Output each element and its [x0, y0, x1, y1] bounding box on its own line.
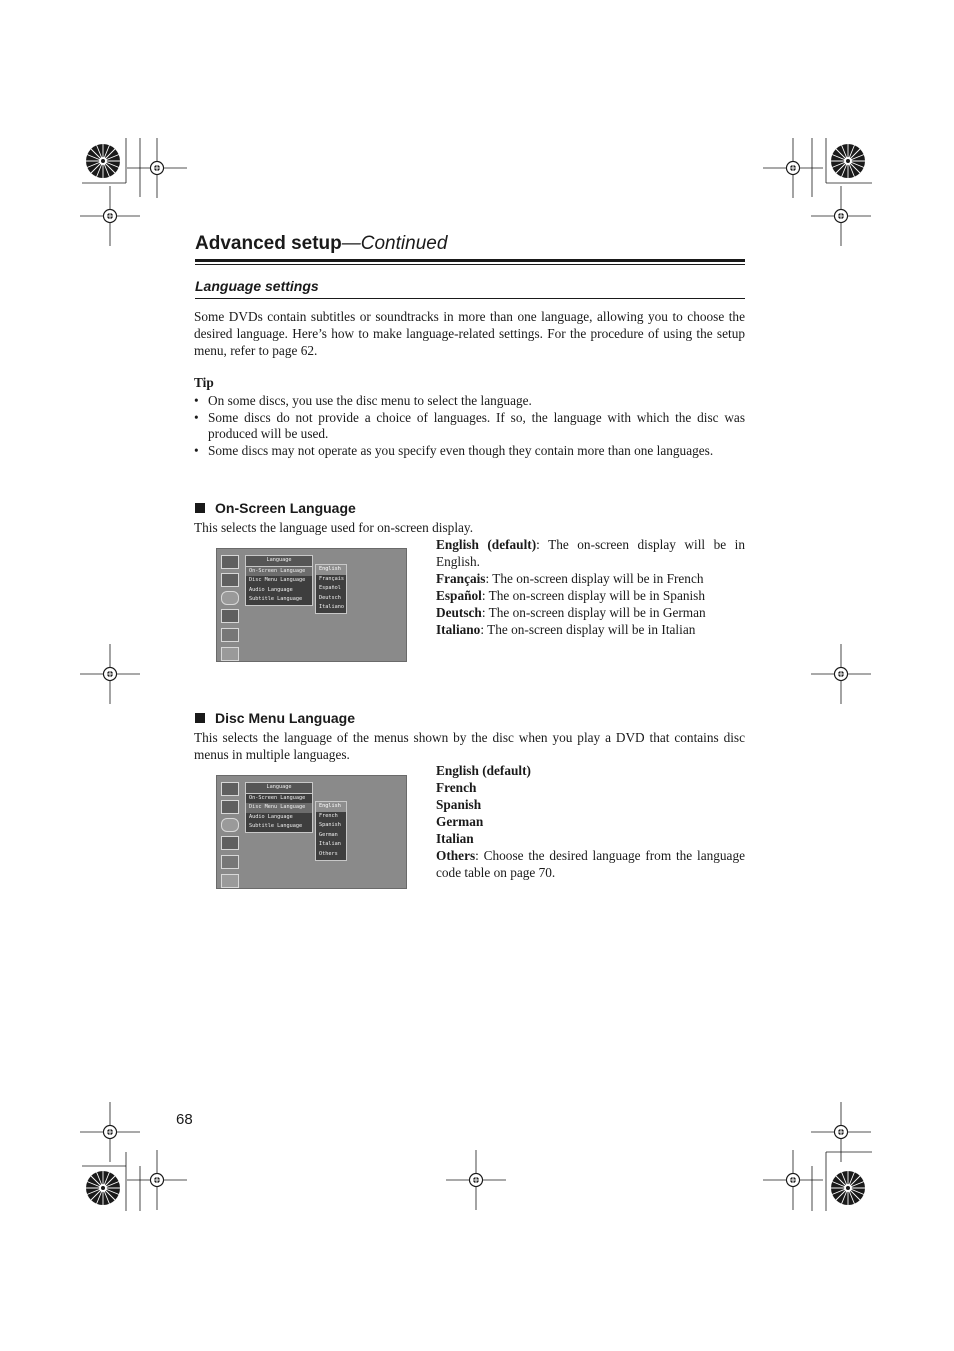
discmenu-heading-text: Disc Menu Language — [215, 710, 356, 726]
section-rule — [195, 298, 745, 299]
option-desc: : The on-screen display will be in Spanish — [481, 588, 706, 603]
picture-icon — [221, 573, 239, 587]
onscreen-language-menu-screenshot — [216, 548, 407, 662]
header-rule-thin — [195, 264, 745, 265]
option-term: English (default) — [436, 537, 537, 552]
option-desc: : Choose the desired language from the language code table on page 70. — [436, 848, 745, 880]
option-english — [436, 762, 745, 779]
option-desc: : The on-screen display will be in German — [481, 605, 706, 620]
option-desc: : The on-screen display will be in English. — [436, 537, 745, 569]
tip-item: • On some discs, you use the disc menu to select the language. — [194, 393, 745, 410]
disc-menu-language-heading — [195, 710, 355, 726]
option-desc: : The on-screen display will be in French — [485, 571, 704, 586]
submenu-item: German — [319, 831, 338, 838]
option-term: Italian — [436, 831, 474, 846]
disc-icon — [221, 555, 239, 569]
picture-icon — [221, 800, 239, 814]
menu-item-disc-menu-language: Disc Menu Language — [246, 803, 312, 813]
language-icon — [221, 818, 239, 832]
option-espanol — [436, 587, 745, 604]
tip-list — [194, 393, 745, 459]
option-french — [436, 779, 745, 796]
submenu-item: Spanish — [319, 822, 341, 829]
tip-heading: Tip — [194, 375, 214, 390]
option-term: Italiano — [436, 622, 481, 637]
submenu-item: English — [316, 565, 346, 575]
other-settings-icon — [221, 647, 239, 661]
disc-icon — [221, 782, 239, 796]
menu-item-onscreen-language: On-Screen Language — [246, 567, 312, 577]
language-submenu — [315, 564, 347, 614]
option-term: Deutsch — [436, 605, 482, 620]
tip-item: • Some discs may not operate as you specify even though they contain more than one languages. — [194, 443, 745, 460]
square-bullet-icon — [195, 713, 205, 723]
discmenu-description: This selects the language of the menus shown by the disc when you play a DVD that contains disc menus in multiple languages. — [194, 730, 745, 762]
option-desc: : The on-screen display will be in Italian — [480, 622, 696, 637]
option-term: Others — [436, 848, 476, 863]
display-icon — [221, 836, 239, 850]
submenu-item: Français — [319, 575, 344, 582]
display-icon — [221, 609, 239, 623]
language-icon — [221, 591, 239, 605]
option-term: English (default) — [436, 763, 531, 778]
submenu-item: French — [319, 812, 338, 819]
language-menu-title: Language — [246, 783, 312, 794]
option-italiano — [436, 621, 745, 638]
audio-icon — [221, 628, 239, 642]
menu-item-audio-language: Audio Language — [249, 586, 293, 593]
intro-paragraph: Some DVDs contain subtitles or soundtracks in more than one language, allowing you to choose the desired language. Here’s how to make language-related settings. For the procedure of using the setup menu, refer to page 62. — [194, 309, 745, 358]
audio-icon — [221, 855, 239, 869]
menu-item-subtitle-language: Subtitle Language — [249, 596, 303, 603]
discmenu-options — [436, 762, 745, 881]
option-term: Spanish — [436, 797, 482, 812]
option-term: Français — [436, 571, 486, 586]
option-term: German — [436, 814, 484, 829]
onscreen-description: This selects the language used for on-screen display. — [194, 520, 474, 535]
submenu-item: Español — [319, 585, 341, 592]
menu-item-audio-language: Audio Language — [249, 813, 293, 820]
header-rule-thick — [195, 259, 745, 262]
option-others — [436, 847, 745, 881]
header-title: Advanced setup — [195, 233, 342, 254]
language-submenu — [315, 801, 347, 861]
option-spanish — [436, 796, 745, 813]
language-menu-title: Language — [246, 556, 312, 567]
square-bullet-icon — [195, 503, 205, 513]
page-number: 68 — [176, 1111, 193, 1128]
submenu-item: Italian — [319, 841, 341, 848]
option-term: French — [436, 780, 477, 795]
menu-item-onscreen-language: On-Screen Language — [249, 794, 306, 801]
submenu-item: Others — [319, 850, 338, 857]
onscreen-heading-text: On-Screen Language — [215, 500, 356, 516]
language-menu — [245, 782, 313, 833]
language-menu — [245, 555, 313, 606]
onscreen-language-heading — [195, 500, 356, 516]
disc-menu-language-screenshot — [216, 775, 407, 889]
submenu-item: Deutsch — [319, 594, 341, 601]
submenu-item: English — [316, 802, 346, 812]
onscreen-options — [436, 536, 745, 638]
submenu-item: Italiano — [319, 604, 344, 611]
option-term: Español — [436, 588, 482, 603]
menu-item-disc-menu-language: Disc Menu Language — [249, 577, 306, 584]
other-settings-icon — [221, 874, 239, 888]
option-deutsch — [436, 604, 745, 621]
page-header — [195, 233, 447, 255]
option-german — [436, 813, 745, 830]
option-francais — [436, 570, 745, 587]
tip-item: • Some discs do not provide a choice of languages. If so, the language with which the disc was produced will be used. — [194, 410, 745, 443]
section-title: Language settings — [195, 278, 319, 294]
option-italian — [436, 830, 745, 847]
header-continued: —Continued — [341, 233, 448, 254]
menu-item-subtitle-language: Subtitle Language — [249, 823, 303, 830]
option-english — [436, 536, 745, 570]
